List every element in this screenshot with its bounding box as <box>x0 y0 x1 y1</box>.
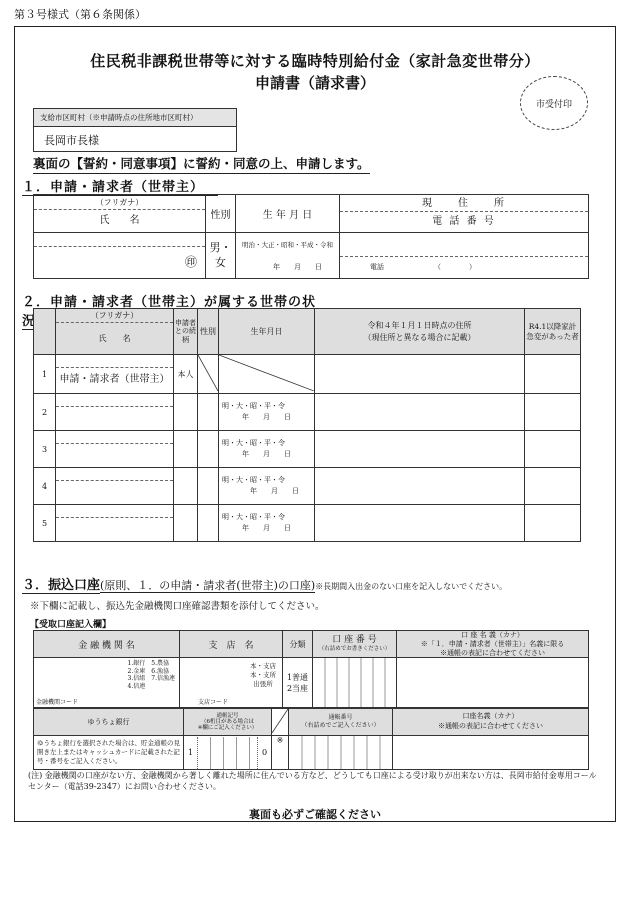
municipality-name[interactable]: 長岡市長様 <box>44 134 99 147</box>
applicant-name-field[interactable] <box>34 233 206 279</box>
account-type-select[interactable]: 1普通 2当座 <box>283 658 313 708</box>
household-row: 5 明・大・昭・平・令 年 月 日 <box>34 505 581 542</box>
name-header: 氏 名 <box>99 215 140 226</box>
yucho-table: ゆうちょ銀行 通帳記号 （6桁目がある場合は ※欄にご記入ください） 通帳番号 （右詰めでご記入ください） 口座名義（カナ） ※通帳の表記に合わせてください ゆうちょ銀行を選択された場合は、貯金通帳の見開き左上またはキャッシュカードに記載された記号・番号をご記入ください。 1 0 ※ <box>33 708 589 770</box>
sex-header: 性別 <box>206 195 236 233</box>
account-box-label: 【受取口座記入欄】 <box>30 620 112 630</box>
address-phone-field[interactable]: 電話 （ ） <box>340 233 589 279</box>
bank-table: 金 融 機 関 名 支 店 名 分類 口 座 番 号 （右詰めでお書きください） 口 座 名 義（カナ） ※「１．申請・請求者（世帯主）」名義に限る ※通帳の表記に合わせてください 1.銀行 5.農協 2.金庫 6.漁協 3.信組 7.信漁連 4.信連 金融機関コード 本・支店 本・支所 出張所 支店コード 1普通 2当座 <box>33 630 589 708</box>
consent-statement: 裏面の【誓約・同意事項】に誓約・同意の上、申請します。 <box>33 154 370 174</box>
branch-name-field[interactable]: 本・支店 本・支所 出張所 支店コード <box>180 658 283 708</box>
applicant-table <box>33 194 589 279</box>
household-row: 3 明・大・昭・平・令 年 月 日 <box>34 431 581 468</box>
household-row: 2 明・大・昭・平・令 年 月 日 <box>34 394 581 431</box>
section3-title: ３．振込口座(原則、１．の申請・請求者(世帯主)の口座)※長期間入出金のない口座を記入しないでください。 <box>22 578 508 593</box>
yucho-holder-field[interactable] <box>393 736 589 770</box>
household-row: 4 明・大・昭・平・令 年 月 日 <box>34 468 581 505</box>
municipality-box <box>33 108 237 152</box>
birth-header: 生 年 月 日 <box>236 195 340 233</box>
section2-title: ２．申請・請求者（世帯主）が属する世帯の状況 <box>22 291 318 330</box>
diagonal-slash <box>272 709 288 733</box>
seal-mark: ㊞ <box>184 255 197 269</box>
diagonal-slash <box>198 355 218 391</box>
section1-title: １．申請・請求者（世帯主） <box>22 176 218 196</box>
reception-stamp: 市受付印 <box>520 76 588 130</box>
form-title: 住民税非課税世帯等に対する臨時特別給付金（家計急変世帯分） <box>90 52 540 70</box>
footnote: (注) 金融機関の口座がない方、金融機関から著しく離れた場所に住んでいる方など、どうしても口座による受け取りが出来ない方は、長岡市給付金専用コールセンター（電話39-2347）にお問い合わせください。 <box>28 771 597 792</box>
furigana-header: （フリガナ） <box>34 195 205 210</box>
birth-date-field[interactable]: 明治・大正・昭和・平成・令和 年 月 日 <box>236 233 340 279</box>
account-number-field[interactable] <box>313 658 397 708</box>
sex-select[interactable]: 男・女 <box>206 233 236 279</box>
phone-header: 電 話 番 号 <box>432 216 496 227</box>
diagonal-slash <box>219 355 314 391</box>
yucho-symbol-field[interactable]: 1 0 <box>184 736 272 770</box>
bank-name-field[interactable]: 1.銀行 5.農協 2.金庫 6.漁協 3.信組 7.信漁連 4.信連 金融機関コード <box>34 658 180 708</box>
section3-note: ※下欄に記載し、振込先金融機関口座確認書類を添付してください。 <box>30 601 325 612</box>
account-holder-field[interactable] <box>397 658 589 708</box>
back-page-note: 裏面も必ずご確認ください <box>249 808 381 821</box>
form-number: 第３号様式（第６条関係） <box>14 8 146 21</box>
household-row: 1 申請・請求者（世帯主） 本人 <box>34 355 581 394</box>
municipality-header: 支給市区町村（※申請時点の住所地市区町村） <box>34 109 236 127</box>
form-subtitle: 申請書（請求書） <box>254 74 375 92</box>
household-table: （フリガナ） 氏 名 申請者との続柄 性別 生年月日 令和４年１月１日時点の住所 （現住所と異なる場合に記載） R4.1以降家計急変があった者 1 申請・請求者（世帯主） 本人 2 明・大・昭・平・令 年 月 日 3 明・大・昭・平・令 年 月 日 4 明・大・昭・平・令 年 月 日 5 明・大・昭・平・令 年 月 日 <box>33 308 581 542</box>
yucho-number-field[interactable] <box>289 736 393 770</box>
address-header: 現 住 所 <box>340 195 588 212</box>
